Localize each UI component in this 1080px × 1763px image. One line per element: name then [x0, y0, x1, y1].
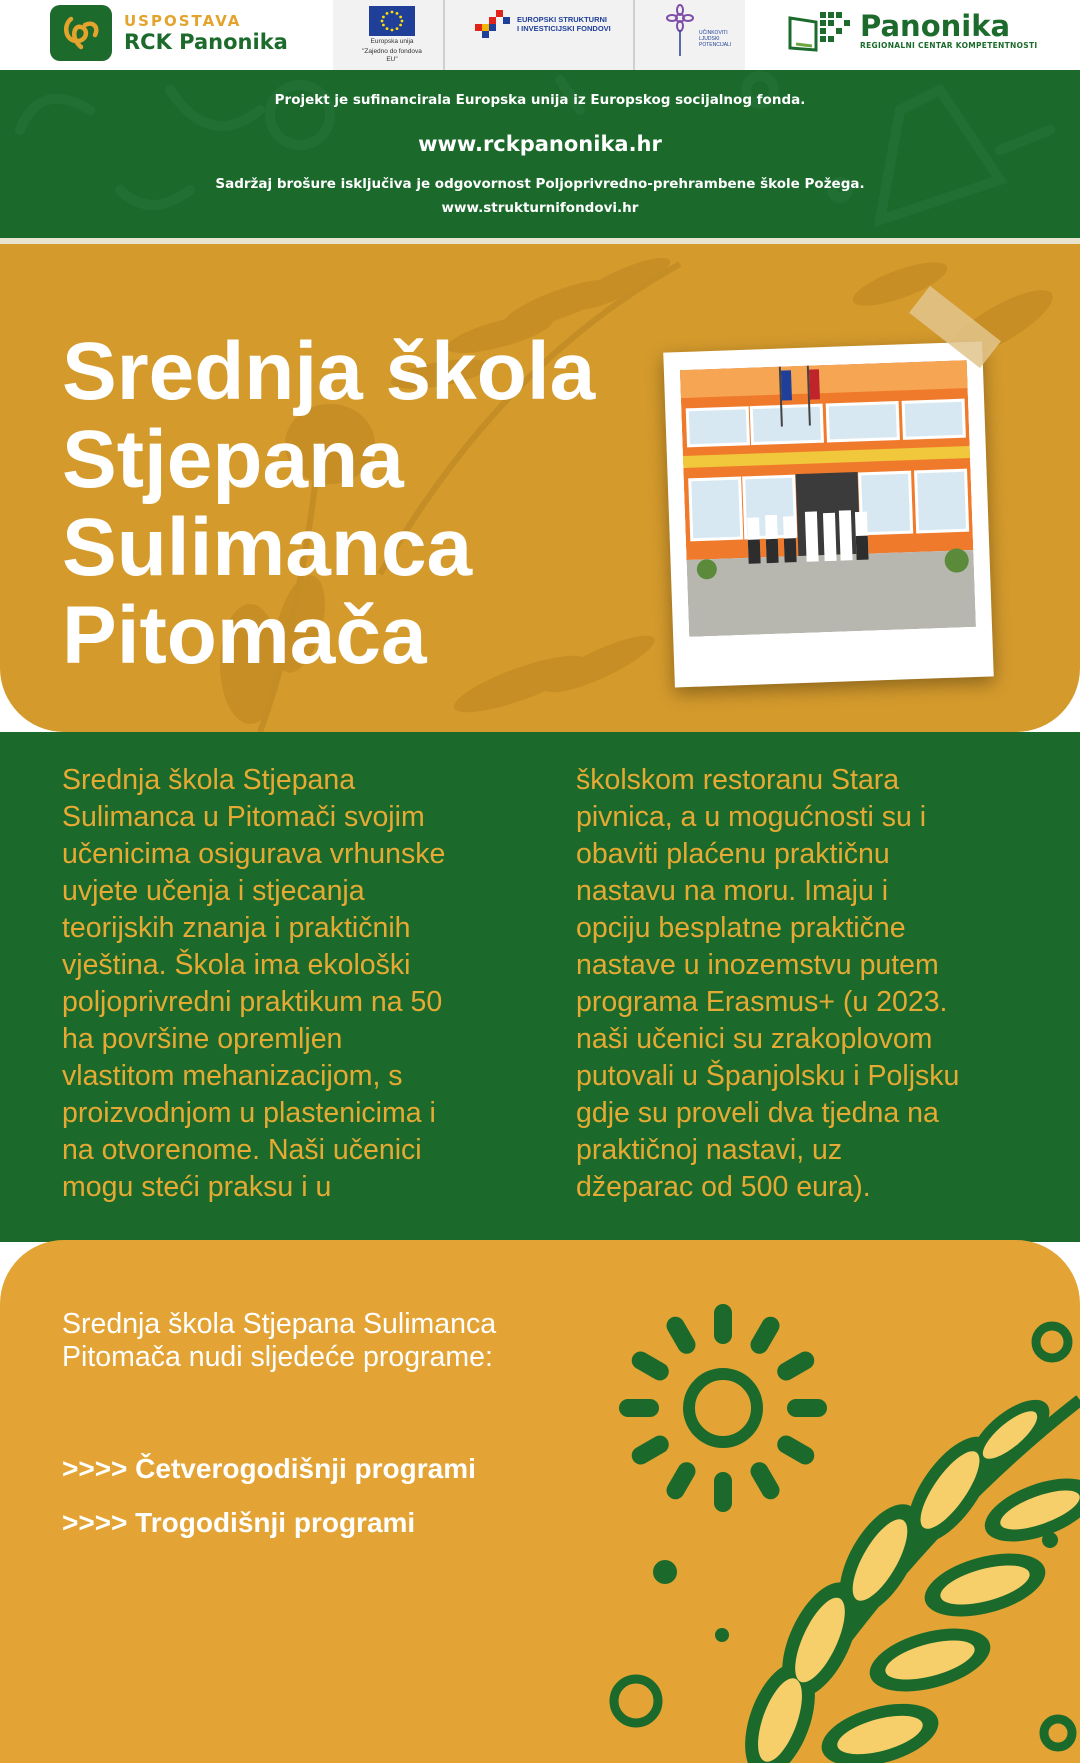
body-line: ha površine opremljen	[62, 1023, 343, 1055]
croatia-esi-icon	[473, 8, 513, 40]
esf-flower-icon	[663, 4, 697, 60]
body-line: teorijskih znanja i praktičnih	[62, 912, 411, 944]
panonika-subtitle: REGIONALNI CENTAR KOMPETENTNOSTI	[860, 40, 1038, 50]
body-line: praktičnoj nastavi, uz	[576, 1134, 843, 1166]
panonika-name: Panonika	[860, 8, 1011, 43]
body-line: poljoprivredni praktikum na 50	[62, 986, 443, 1018]
programs-section	[0, 1240, 1080, 1763]
rck-logo-line2: RCK Panonika	[124, 30, 288, 54]
eu-caption-line2: "Zajedno do fondova EU"	[362, 48, 422, 63]
body-line: Sulimanca u Pitomači svojim	[62, 801, 425, 833]
eu-flag-icon	[369, 6, 415, 36]
body-line: opciju besplatne praktične	[576, 912, 906, 944]
rck-logo-line1: USPOSTAVA	[124, 12, 242, 30]
esi-funds-logo	[473, 8, 617, 40]
eu-caption-line1: Europska unija	[370, 38, 414, 45]
programs-intro	[62, 1308, 582, 1374]
esi-caption-line2: I INVESTICIJSKI FONDOVI	[517, 24, 611, 33]
title-line: Pitomača	[62, 590, 427, 681]
programs-intro-line2: Pitomača nudi sljedeće programe:	[62, 1341, 493, 1373]
funding-logos-panel	[333, 0, 745, 72]
rck-logo-icon	[50, 5, 112, 61]
body-line: vještina. Škola ima ekološki	[62, 949, 411, 981]
body-line: uvjete učenja i stjecanja	[62, 875, 365, 907]
title-line: Sulimanca	[62, 502, 473, 593]
body-line: gdje su proveli dva tjedna na	[576, 1097, 939, 1129]
program-item-four-year[interactable]: >>>> Četverogodišnji programi	[62, 1453, 476, 1484]
body-line: pivnica, a u mogućnosti su i	[576, 801, 927, 833]
body-line: na otvorenome. Naši učenici	[62, 1134, 422, 1166]
school-photo	[680, 360, 976, 637]
info-band	[0, 70, 1080, 238]
body-section	[0, 732, 1080, 1242]
cofinance-note: Projekt je sufinancirala Europska unija iz Europskog socijalnog fonda.	[274, 92, 806, 108]
panel-divider	[633, 0, 635, 72]
esf-caption: UČINKOVITI LJUDSKI POTENCIJALI	[699, 30, 732, 48]
eu-logo	[357, 6, 427, 64]
body-line: nastave u inozemstvu putem	[576, 949, 939, 981]
responsibility-note: Sadržaj brošure isključiva je odgovornost Poljoprivredno-prehrambene škole Požega.	[215, 176, 865, 192]
panel-divider	[443, 0, 445, 72]
esi-caption-line1: EUROPSKI STRUKTURNI	[517, 15, 608, 24]
body-text-left	[62, 762, 507, 1206]
body-line: putovali u Španjolsku i Poljsku	[576, 1060, 960, 1092]
panonika-logo	[786, 8, 1038, 52]
website-link[interactable]: www.rckpanonika.hr	[418, 132, 662, 156]
logo-bar	[0, 0, 1080, 70]
body-line: nastavu na moru. Imaju i	[576, 875, 889, 907]
programs-intro-line1: Srednja škola Stjepana Sulimanca	[62, 1308, 497, 1340]
body-line: programa Erasmus+ (u 2023.	[576, 986, 948, 1018]
title-line: Srednja škola	[62, 326, 596, 417]
page-title	[62, 328, 662, 680]
panonika-book-icon	[786, 8, 852, 52]
program-item-three-year[interactable]: >>>> Trogodišnji programi	[62, 1507, 416, 1538]
body-line: naši učenici su zrakoplovom	[576, 1023, 933, 1055]
funds-website-link[interactable]: www.strukturnifondovi.hr	[441, 200, 639, 216]
body-line: učenicima osigurava vrhunske	[62, 838, 446, 870]
body-line: mogu steći praksu i u	[62, 1171, 332, 1203]
rck-logo	[50, 5, 288, 61]
body-line: proizvodnjom u plastenicima i	[62, 1097, 436, 1129]
title-line: Stjepana	[62, 414, 404, 505]
body-line: Srednja škola Stjepana	[62, 764, 356, 796]
body-line: džeparac od 500 eura).	[576, 1171, 871, 1203]
esf-logo	[663, 4, 733, 60]
body-line: vlastitom mehanizacijom, s	[62, 1060, 403, 1092]
school-photo-frame	[663, 342, 993, 688]
body-line: školskom restoranu Stara	[576, 764, 900, 796]
body-text-right	[576, 762, 1046, 1206]
body-line: obaviti plaćenu praktičnu	[576, 838, 890, 870]
sun-icon	[619, 1304, 827, 1512]
